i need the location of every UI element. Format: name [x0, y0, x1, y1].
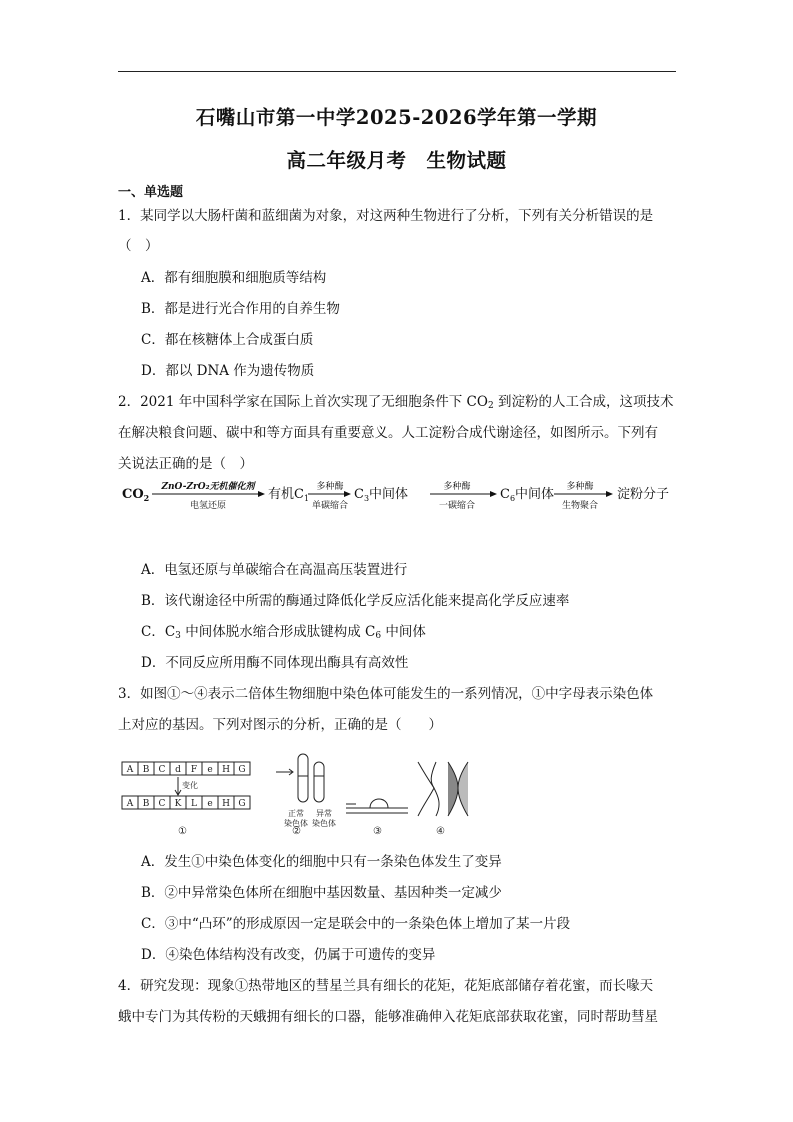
pathway-step4-top: 多种酶 [566, 482, 594, 492]
top-gene: G [238, 765, 246, 775]
normal-label1: 正常 [288, 809, 304, 818]
figure-label-1: ① [178, 826, 187, 837]
normal-chromosome [298, 754, 308, 802]
q2-stem-line1: 2．2021 年中国科学家在国际上首次实现了无细胞条件下 $CO_2$ 到淀粉的人工合成，这项技术 [118, 394, 674, 411]
bottom-gene: C [158, 799, 166, 809]
q1-option-c: C．都在核糖体上合成蛋白质 [141, 332, 314, 348]
pathway-co2: $CO_2$ [122, 487, 150, 503]
pathway-step1-top: ZnO-ZrO₂无机催化剂 [161, 482, 255, 492]
q2-option-a: A．电氢还原与单碳缩合在高温高压装置进行 [141, 562, 408, 578]
top-gene: e [207, 765, 213, 775]
figure-label-3: ③ [373, 826, 382, 837]
pathway-c1: 有机$C_1$ [268, 487, 310, 503]
top-gene: C [158, 765, 166, 775]
pathway-step3-bottom: 一碳缩合 [438, 501, 476, 511]
pathway-product: 淀粉分子 [617, 487, 670, 502]
top-gene: A [126, 765, 134, 775]
bottom-gene: H [222, 799, 230, 809]
cross2-right [458, 762, 468, 816]
q3-option-b: B．②中异常染色体所在细胞中基因数量、基因种类一定减少 [141, 885, 502, 901]
q3-chromosome-figure [118, 752, 478, 838]
q1-option-a: A．都有细胞膜和细胞质等结构 [141, 270, 327, 286]
top-gene: B [142, 765, 150, 775]
section-heading: 一、单选题 [118, 185, 184, 200]
cross1-left [418, 762, 434, 816]
top-gene: F [190, 765, 198, 775]
q3-stem-line2: 上对应的基因。下列对图示的分析，正确的是（ ） [118, 717, 442, 733]
header-rule [118, 71, 676, 72]
pathway-step3-top: 多种酶 [443, 482, 471, 492]
q1-option-d: D．都以 DNA 作为遗传物质 [141, 363, 315, 379]
q1-stem-line2: （ ） [118, 238, 159, 254]
pair-loop [370, 799, 388, 808]
bottom-gene: L [191, 799, 197, 809]
bottom-gene: e [207, 799, 213, 809]
q3-option-c: C．③中“凸环”的形成原因一定是联会中的一条染色体上增加了某一片段 [141, 916, 571, 932]
abnormal-chromosome [314, 762, 324, 802]
figure-label-2: ② [292, 826, 301, 837]
pathway-arrow3-head [490, 491, 497, 497]
pathway-step2-bottom: 单碳缩合 [311, 501, 349, 511]
bottom-gene: G [238, 799, 246, 809]
change-label: 变化 [182, 781, 198, 790]
exam-title-line2: 高二年级月考 生物试题 [286, 149, 507, 172]
q1-stem-line1: 1．某同学以大肠杆菌和蓝细菌为对象，对这两种生物进行了分析，下列有关分析错误的是 [118, 208, 654, 224]
pathway-step4-bottom: 生物聚合 [561, 501, 599, 511]
pathway-c6: $C_6$中间体 [500, 487, 555, 503]
bottom-gene: K [174, 799, 182, 809]
q2-stem-line2: 在解决粮食问题、碳中和等方面具有重要意义。人工淀粉合成代谢途径，如图所示。下列有 [118, 425, 658, 441]
pathway-arrow1-head [258, 491, 265, 497]
q2-option-b: B．该代谢途径中所需的酶通过降低化学反应活化能来提高化学反应速率 [141, 593, 570, 609]
q4-stem-line2: 蛾中专门为其传粉的天蛾拥有细长的口器，能够准确伸入花矩底部获取花蜜，同时帮助彗星 [118, 1009, 658, 1025]
q2-stem-line3: 关说法正确的是（ ） [118, 456, 253, 472]
cross2-left [448, 762, 458, 816]
exam-title-line1: 石嘴山市第一中学2025-2026学年第一学期 [195, 106, 598, 129]
top-gene: H [222, 765, 230, 775]
q2-option-c: C．$C_3$ 中间体脱水缩合形成肽键构成 $C_6$ 中间体 [141, 624, 426, 641]
pathway-step2-top: 多种酶 [316, 482, 344, 492]
q2-option-d: D．不同反应所用酶不同体现出酶具有高效性 [141, 655, 409, 671]
q1-option-b: B．都是进行光合作用的自养生物 [141, 301, 340, 317]
pathway-arrow4-head [606, 491, 613, 497]
q4-stem-line1: 4．研究发现：现象①热带地区的彗星兰具有细长的花矩，花矩底部储存着花蜜，而长喙天 [118, 978, 654, 994]
normal-label2: 染色体 [284, 819, 308, 828]
q2-pathway-diagram [118, 478, 678, 518]
q3-stem-line1: 3．如图①～④表示二倍体生物细胞中染色体可能发生的一系列情况，①中字母表示染色体 [118, 686, 654, 702]
pathway-arrow2-head [344, 491, 351, 497]
pathway-c3: $C_3$中间体 [354, 487, 409, 503]
bottom-gene: B [142, 799, 150, 809]
q3-option-d: D．④染色体结构没有改变，仍属于可遗传的变异 [141, 947, 436, 963]
cross1-right [431, 762, 439, 816]
abnormal-label1: 异常 [316, 809, 332, 818]
abnormal-label2: 染色体 [312, 819, 336, 828]
bottom-gene: A [126, 799, 134, 809]
top-gene: d [175, 765, 181, 775]
q3-option-a: A．发生①中染色体变化的细胞中只有一条染色体发生了变异 [141, 854, 502, 870]
pathway-step1-bottom: 电氢还原 [189, 501, 227, 511]
figure-label-4: ④ [436, 826, 445, 837]
